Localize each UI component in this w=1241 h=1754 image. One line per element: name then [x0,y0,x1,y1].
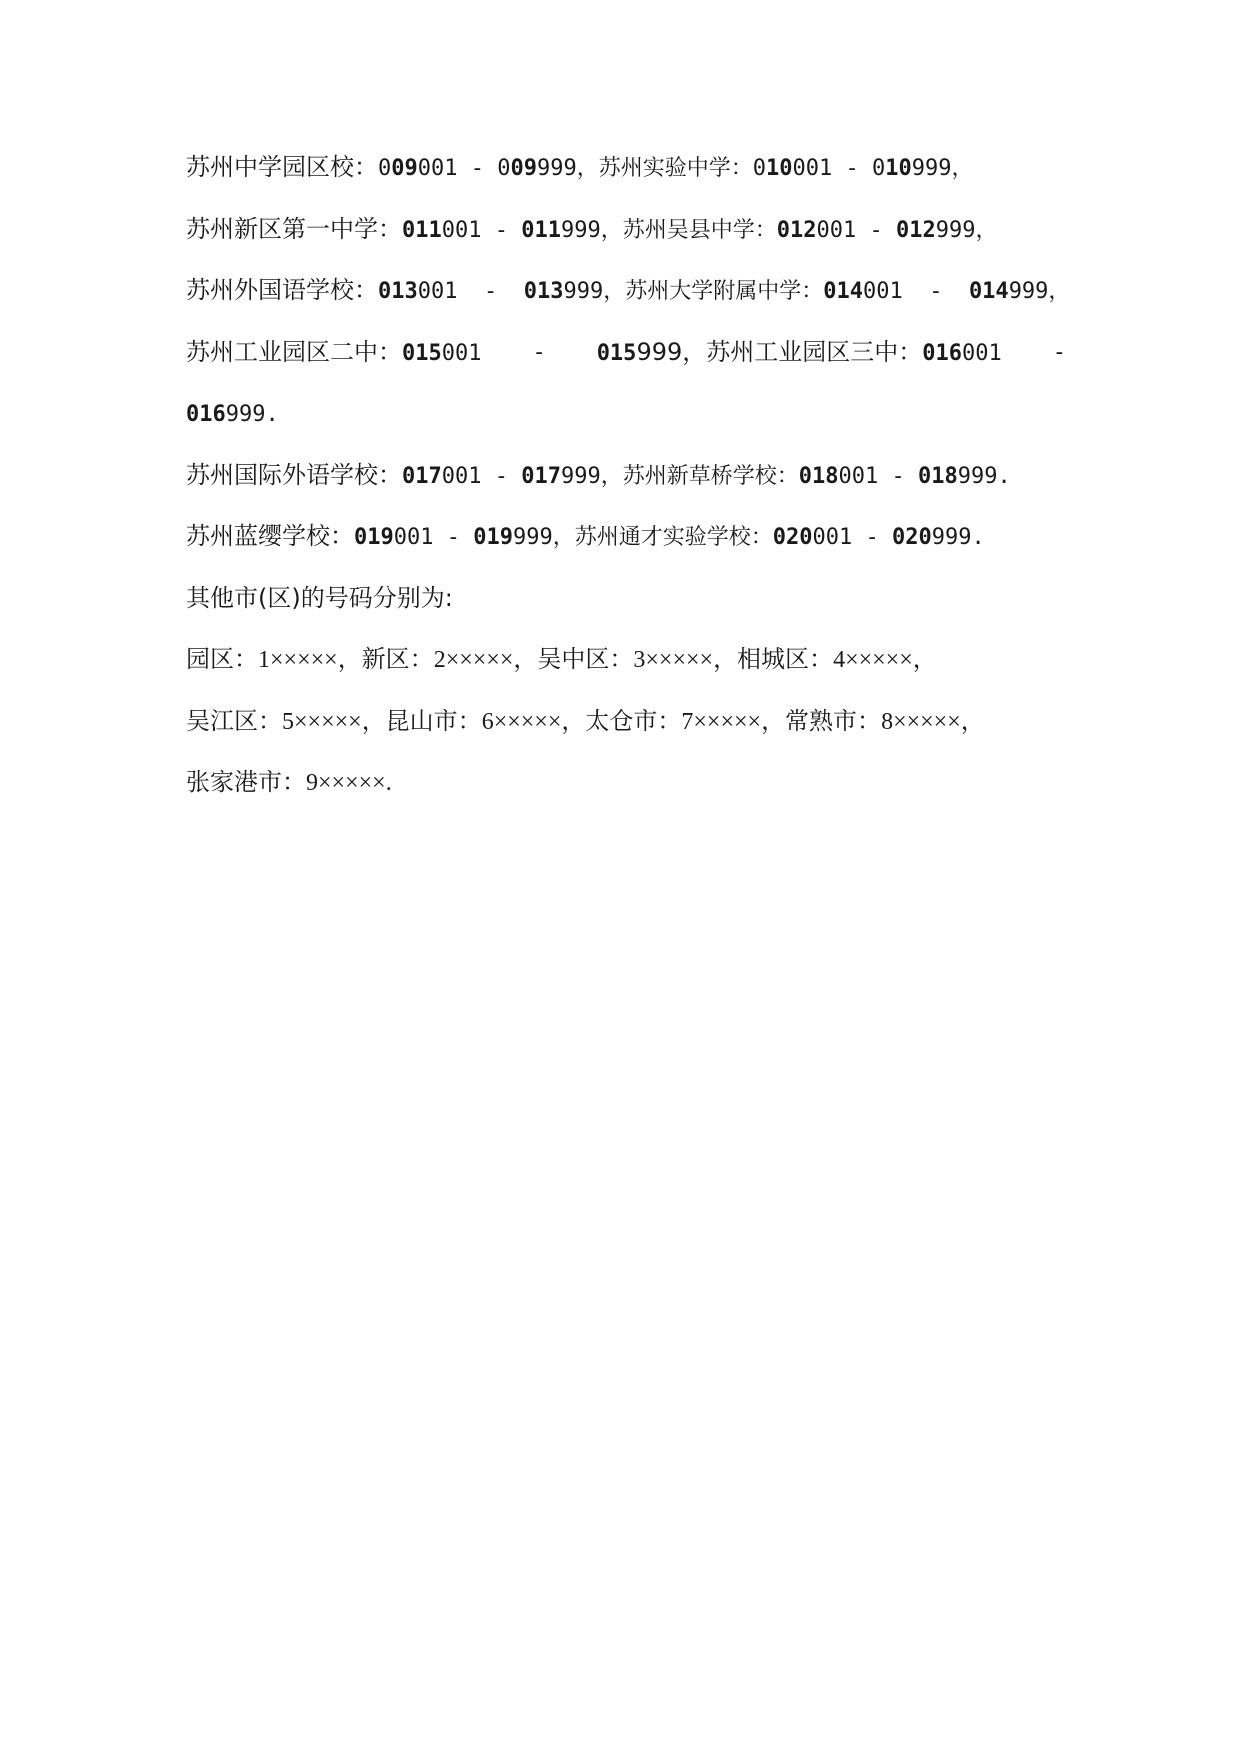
district-code: 1××××× [258,647,338,673]
punctuation: ， [960,706,985,735]
district-code: 4××××× [833,647,913,673]
code-range: 019001 - 019999，苏州通才实验学校：020001 - 020999. [354,525,985,550]
document-body [186,137,1071,814]
school-label: 苏州外国语学校： [186,276,378,304]
text-line-6 [186,445,1066,507]
code-range: 013001 - 013999，苏州大学附属中学：014001 - 014999， [378,279,1071,304]
text-line-9 [186,629,1066,691]
district-label: 吴江区： [186,706,282,735]
district-code: 9××××× [306,770,386,796]
text-line-10 [186,691,1066,753]
code-range: 017001 - 017999，苏州新草桥学校：018001 - 018999. [402,463,1011,489]
code-end: 999，苏州实验中学： [536,156,753,181]
text-line-1 [186,137,1066,199]
district-label: ，太仓市： [561,706,682,735]
district-code: 5××××× [282,708,362,735]
text-line-3 [186,260,1071,322]
district-label: ，吴中区： [513,645,634,673]
district-code: 7××××× [681,708,762,735]
range-dash: - [1052,339,1066,365]
range-dash: - [532,339,546,365]
text-line-5 [186,383,1066,445]
punctuation: . [385,770,392,796]
school-suzhou-middle-park: 苏州中学园区校： [186,153,378,181]
code-start: 009001 - 009 [378,156,537,181]
text-line-2 [186,199,1066,261]
code-range: 011001 - 011999，苏州吴县中学：012001 - 012999， [402,217,998,243]
district-label: ，昆山市： [361,706,482,735]
district-label: ，新区： [337,645,434,673]
district-label: ，常熟市： [761,706,882,735]
text-line-8 [186,568,1066,630]
code-range-2: 010001 - 010999， [752,156,974,181]
text-line-11 [186,752,1066,814]
district-code: 2××××× [433,647,514,673]
district-code: 8××××× [881,708,961,735]
school-label: 015999，苏州工业园区三中：016001 [596,337,1002,366]
school-label: 苏州蓝缨学校： [186,522,354,550]
school-label: 苏州新区第一中学： [186,214,402,243]
school-label: 苏州国际外语学校： [186,460,402,489]
text-line-7 [186,506,1066,568]
section-intro: 其他市(区)的号码分别为: [186,583,453,612]
district-label: 园区： [186,645,258,673]
school-label: 苏州工业园区二中：015001 [186,337,482,366]
code-end: 016999. [186,402,279,427]
punctuation: ， [912,645,937,673]
district-label: ，相城区： [713,645,834,673]
text-line-4 [186,322,1066,384]
district-label: 张家港市： [186,768,306,796]
district-code: 3××××× [633,647,714,673]
district-code: 6××××× [481,708,562,735]
